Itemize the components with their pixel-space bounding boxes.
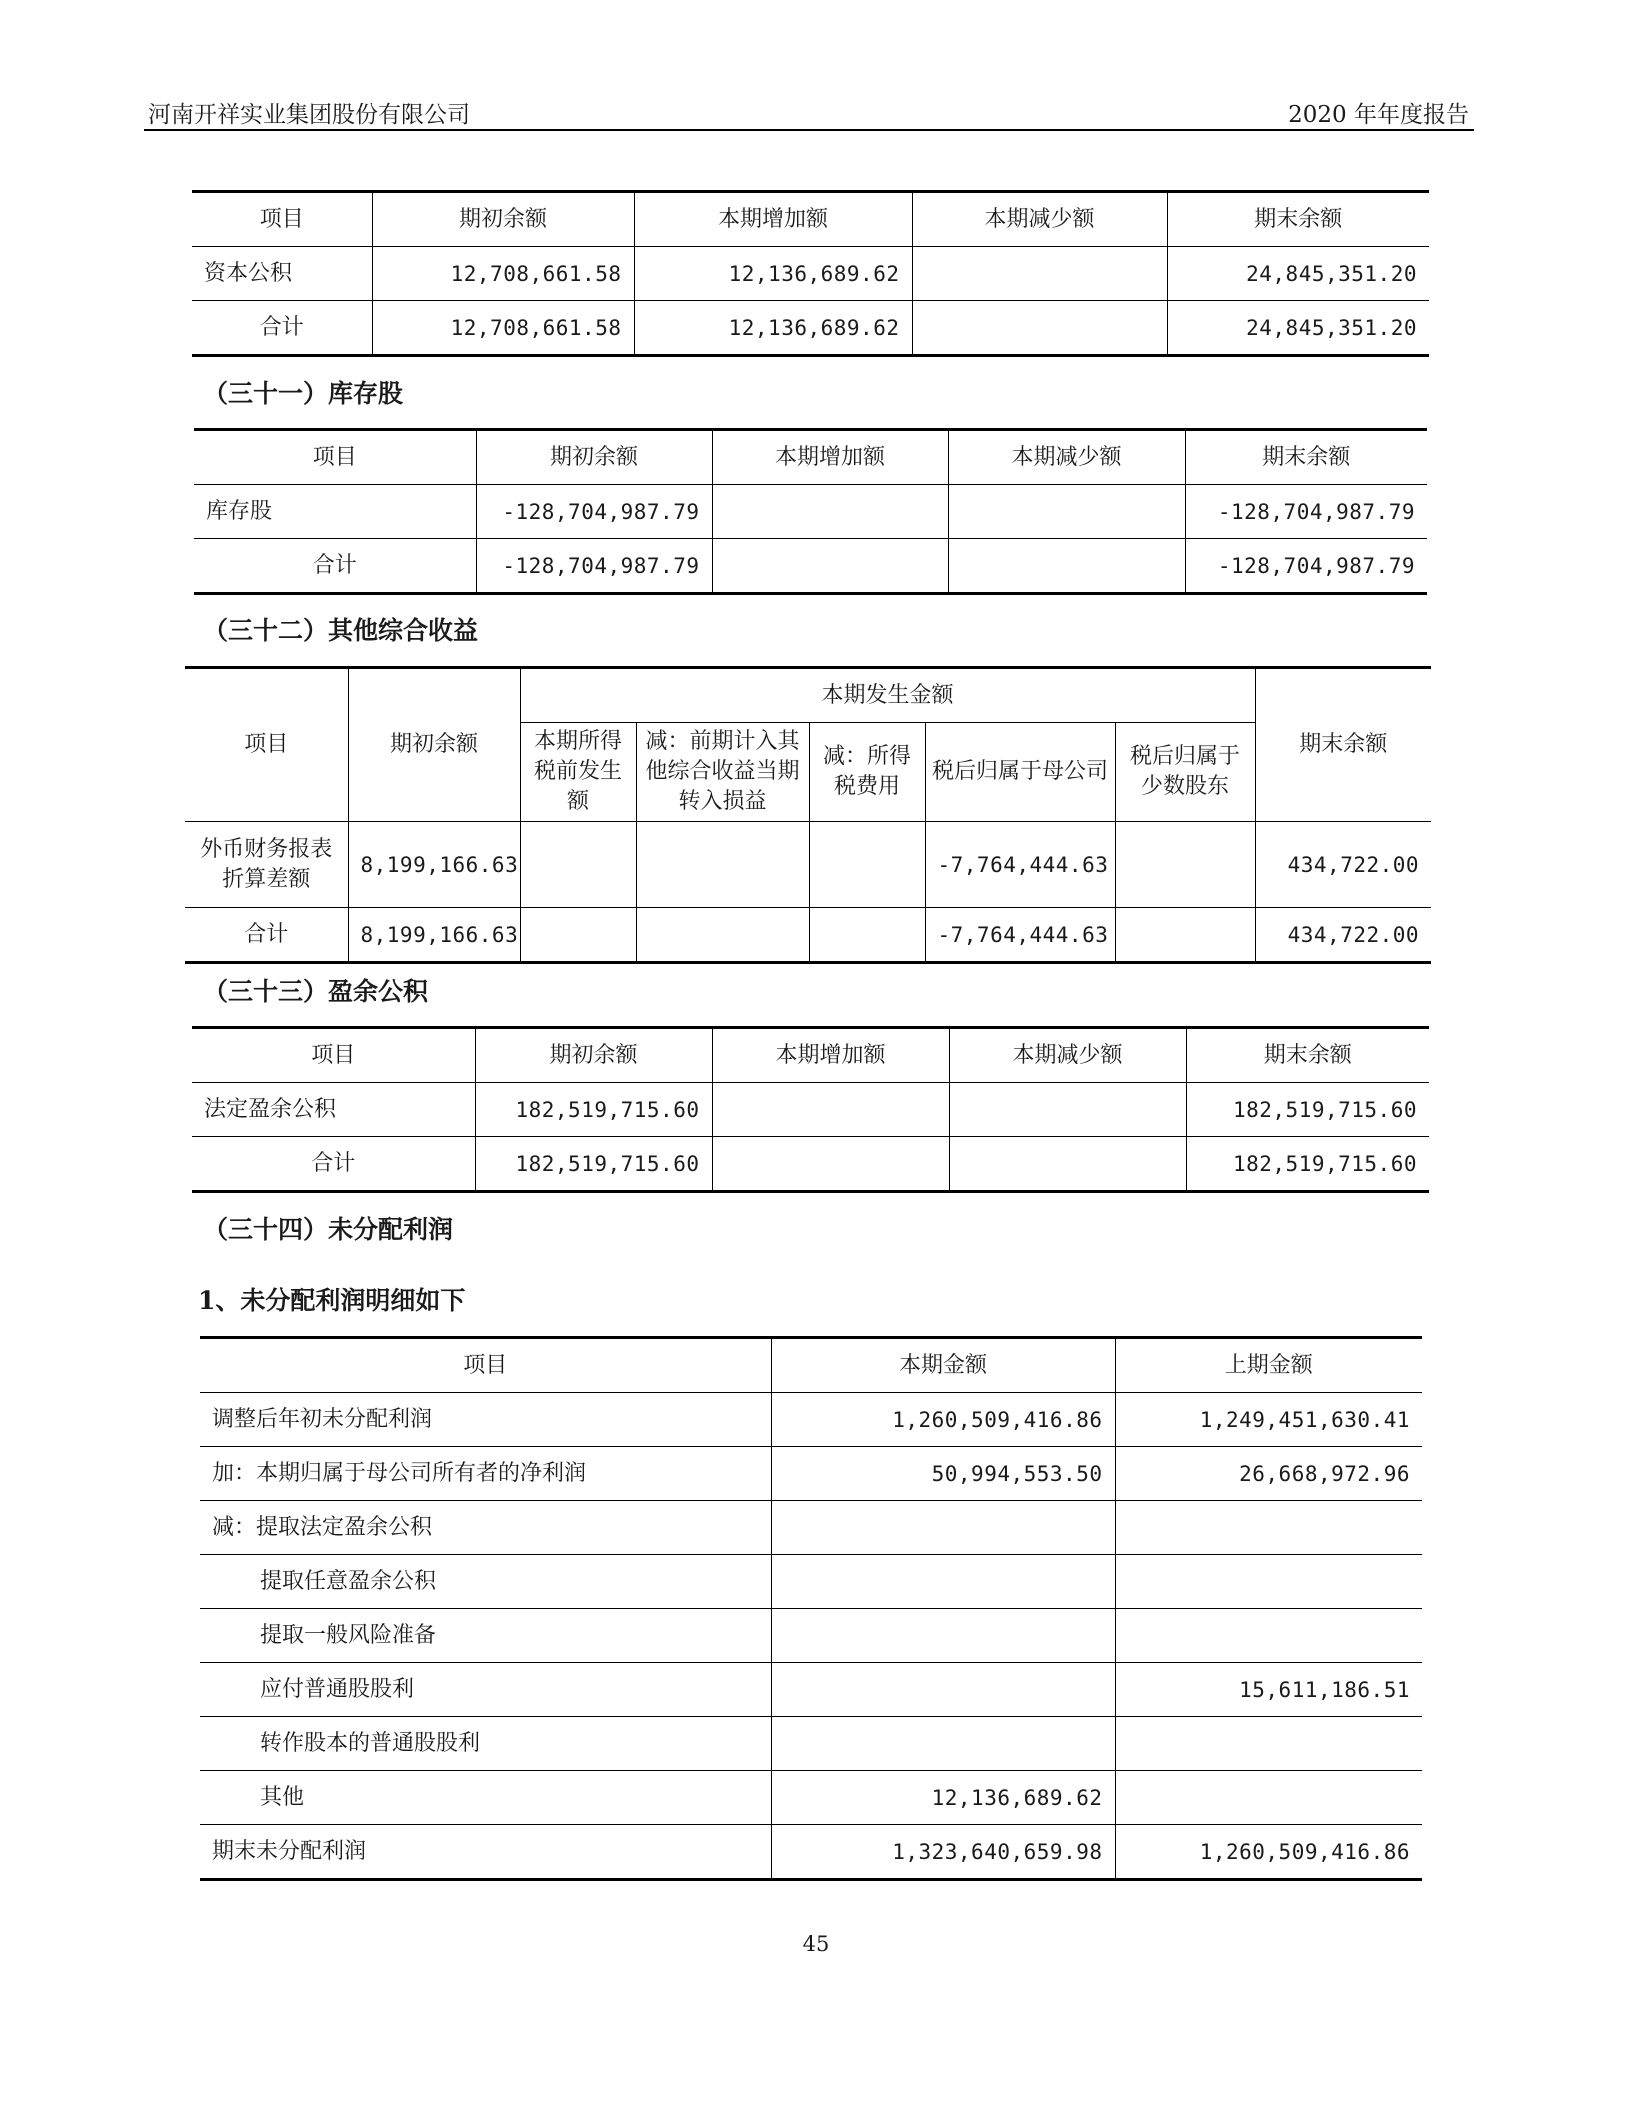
cell: 8,199,166.63 xyxy=(348,822,520,908)
cell: 提取任意盈余公积 xyxy=(200,1555,771,1609)
cell: 提取一般风险准备 xyxy=(200,1609,771,1663)
surplus-table xyxy=(192,1026,1429,1193)
col-header: 期末余额 xyxy=(1167,192,1429,247)
cell: 182,519,715.60 xyxy=(1186,1137,1429,1192)
cell xyxy=(636,822,809,908)
capital-reserve-table-block xyxy=(192,190,1429,357)
section-title-treasury: （三十一）库存股 xyxy=(203,379,404,408)
cell: 资本公积 xyxy=(192,247,372,301)
cell xyxy=(771,1663,1115,1717)
col-header: 本期增加额 xyxy=(712,430,948,485)
cell: -128,704,987.79 xyxy=(1185,485,1427,539)
cell xyxy=(948,539,1185,594)
cell xyxy=(912,247,1167,301)
sub-col-header: 减：前期计入其他综合收益当期转入损益 xyxy=(636,723,809,822)
cell xyxy=(912,301,1167,356)
table-row xyxy=(200,1501,1422,1555)
cell: 期末未分配利润 xyxy=(200,1825,771,1880)
table-row-total xyxy=(192,301,1429,356)
cell: 合计 xyxy=(194,539,476,594)
undistributed-table xyxy=(200,1336,1422,1881)
cell xyxy=(809,908,925,963)
section-title-oci: （三十二）其他综合收益 xyxy=(203,616,479,645)
cell xyxy=(712,1083,949,1137)
cell xyxy=(1115,1771,1422,1825)
table-row-total xyxy=(194,539,1427,594)
cell: 12,136,689.62 xyxy=(771,1771,1115,1825)
col-header: 期初余额 xyxy=(475,1028,712,1083)
sub-col-header: 本期所得税前发生额 xyxy=(520,723,636,822)
subsection-title: 1、未分配利润明细如下 xyxy=(198,1286,466,1315)
cell: 50,994,553.50 xyxy=(771,1447,1115,1501)
page-number: 45 xyxy=(802,1932,830,1956)
cell: -128,704,987.79 xyxy=(476,485,712,539)
col-header: 项目 xyxy=(192,1028,475,1083)
capital-reserve-table xyxy=(192,190,1429,357)
oci-table xyxy=(185,666,1431,964)
col-header: 项目 xyxy=(200,1338,771,1393)
cell: 24,845,351.20 xyxy=(1167,301,1429,356)
sub-col-header: 税后归属于少数股东 xyxy=(1115,723,1255,822)
table-row xyxy=(192,247,1429,301)
table-row-total xyxy=(192,1137,1429,1192)
cell xyxy=(712,1137,949,1192)
cell xyxy=(949,1137,1186,1192)
cell: 434,722.00 xyxy=(1255,822,1431,908)
header-company: 河南开祥实业集团股份有限公司 xyxy=(148,102,470,128)
col-header: 本期减少额 xyxy=(948,430,1185,485)
col-header: 期初余额 xyxy=(372,192,634,247)
cell: 182,519,715.60 xyxy=(475,1137,712,1192)
cell xyxy=(712,485,948,539)
col-header: 项目 xyxy=(185,668,348,822)
col-header: 本期金额 xyxy=(771,1338,1115,1393)
table-row xyxy=(200,1609,1422,1663)
cell: 24,845,351.20 xyxy=(1167,247,1429,301)
cell: 加：本期归属于母公司所有者的净利润 xyxy=(200,1447,771,1501)
surplus-table-block xyxy=(192,1026,1429,1193)
treasury-table-block xyxy=(194,428,1427,595)
treasury-table xyxy=(194,428,1427,595)
cell xyxy=(636,908,809,963)
cell: -7,764,444.63 xyxy=(925,908,1115,963)
col-header: 本期增加额 xyxy=(634,192,912,247)
col-header: 项目 xyxy=(194,430,476,485)
col-header: 期初余额 xyxy=(476,430,712,485)
cell: 12,708,661.58 xyxy=(372,247,634,301)
section-title-undistributed: （三十四）未分配利润 xyxy=(203,1215,454,1244)
cell: 库存股 xyxy=(194,485,476,539)
cell: 434,722.00 xyxy=(1255,908,1431,963)
cell: -128,704,987.79 xyxy=(1185,539,1427,594)
header-divider xyxy=(144,129,1474,131)
table-row xyxy=(200,1555,1422,1609)
cell: -7,764,444.63 xyxy=(925,822,1115,908)
cell: 减：提取法定盈余公积 xyxy=(200,1501,771,1555)
table-row xyxy=(185,822,1431,908)
table-row-total xyxy=(185,908,1431,963)
undistributed-table-block xyxy=(200,1336,1422,1881)
col-header: 上期金额 xyxy=(1115,1338,1422,1393)
cell: 1,323,640,659.98 xyxy=(771,1825,1115,1880)
table-row xyxy=(200,1717,1422,1771)
table-row xyxy=(200,1663,1422,1717)
cell xyxy=(771,1609,1115,1663)
cell: 合计 xyxy=(185,908,348,963)
table-row xyxy=(200,1393,1422,1447)
cell: 26,668,972.96 xyxy=(1115,1447,1422,1501)
cell xyxy=(1115,822,1255,908)
cell: -128,704,987.79 xyxy=(476,539,712,594)
table-row xyxy=(194,485,1427,539)
cell xyxy=(1115,1609,1422,1663)
col-header: 本期增加额 xyxy=(712,1028,949,1083)
table-row xyxy=(192,1083,1429,1137)
cell: 转作股本的普通股股利 xyxy=(200,1717,771,1771)
col-header: 本期减少额 xyxy=(912,192,1167,247)
col-header: 项目 xyxy=(192,192,372,247)
cell: 调整后年初未分配利润 xyxy=(200,1393,771,1447)
cell: 182,519,715.60 xyxy=(475,1083,712,1137)
cell: 182,519,715.60 xyxy=(1186,1083,1429,1137)
table-row xyxy=(200,1447,1422,1501)
cell xyxy=(1115,1501,1422,1555)
col-header: 期初余额 xyxy=(348,668,520,822)
cell xyxy=(520,908,636,963)
sub-col-header: 税后归属于母公司 xyxy=(925,723,1115,822)
cell: 合计 xyxy=(192,1137,475,1192)
cell xyxy=(520,822,636,908)
cell: 1,260,509,416.86 xyxy=(1115,1825,1422,1880)
cell: 1,249,451,630.41 xyxy=(1115,1393,1422,1447)
cell: 其他 xyxy=(200,1771,771,1825)
col-header: 期末余额 xyxy=(1185,430,1427,485)
cell: 应付普通股股利 xyxy=(200,1663,771,1717)
col-header: 期末余额 xyxy=(1255,668,1431,822)
cell xyxy=(1115,1717,1422,1771)
cell xyxy=(771,1717,1115,1771)
cell: 法定盈余公积 xyxy=(192,1083,475,1137)
table-row-total xyxy=(200,1825,1422,1880)
header-report-title: 2020 年年度报告 xyxy=(1288,102,1469,128)
cell xyxy=(771,1501,1115,1555)
cell xyxy=(949,1083,1186,1137)
cell: 15,611,186.51 xyxy=(1115,1663,1422,1717)
cell xyxy=(948,485,1185,539)
col-header: 本期减少额 xyxy=(949,1028,1186,1083)
col-group-header: 本期发生金额 xyxy=(520,668,1255,723)
cell: 外币财务报表折算差额 xyxy=(185,822,348,908)
cell xyxy=(1115,908,1255,963)
table-row xyxy=(200,1771,1422,1825)
sub-col-header: 减：所得税费用 xyxy=(809,723,925,822)
cell: 8,199,166.63 xyxy=(348,908,520,963)
cell xyxy=(809,822,925,908)
cell: 12,708,661.58 xyxy=(372,301,634,356)
cell xyxy=(712,539,948,594)
cell xyxy=(771,1555,1115,1609)
cell: 12,136,689.62 xyxy=(634,247,912,301)
oci-table-block xyxy=(185,666,1431,964)
cell xyxy=(1115,1555,1422,1609)
col-header: 期末余额 xyxy=(1186,1028,1429,1083)
cell: 合计 xyxy=(192,301,372,356)
cell: 12,136,689.62 xyxy=(634,301,912,356)
section-title-surplus: （三十三）盈余公积 xyxy=(203,977,429,1006)
cell: 1,260,509,416.86 xyxy=(771,1393,1115,1447)
